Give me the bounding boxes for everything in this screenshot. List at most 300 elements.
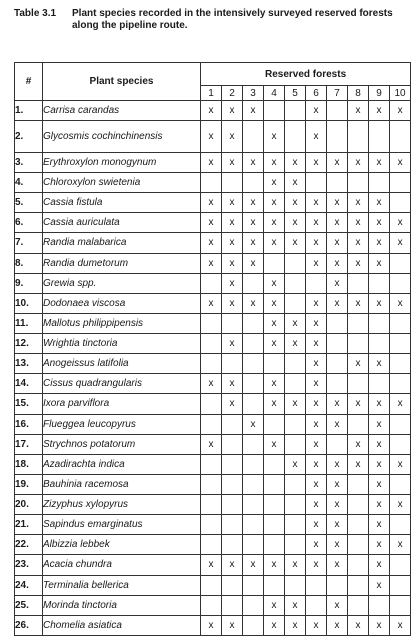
presence-cell	[243, 535, 264, 555]
presence-cell: x	[264, 293, 285, 313]
presence-cell: x	[369, 293, 390, 313]
presence-cell: x	[390, 152, 411, 172]
presence-cell	[201, 595, 222, 615]
presence-cell: x	[369, 101, 390, 121]
presence-cell: x	[243, 253, 264, 273]
presence-cell	[390, 414, 411, 434]
presence-cell	[369, 173, 390, 193]
presence-cell	[201, 334, 222, 354]
presence-cell: x	[390, 495, 411, 515]
row-number: 12.	[15, 334, 43, 354]
presence-cell: x	[285, 313, 306, 333]
presence-cell	[306, 173, 327, 193]
presence-cell: x	[390, 394, 411, 414]
presence-cell	[390, 555, 411, 575]
presence-cell: x	[306, 434, 327, 454]
row-number: 11.	[15, 313, 43, 333]
species-name: Morinda tinctoria	[43, 595, 201, 615]
presence-cell	[222, 595, 243, 615]
presence-cell: x	[306, 394, 327, 414]
presence-cell: x	[390, 233, 411, 253]
table-row	[15, 101, 411, 121]
presence-cell: x	[390, 615, 411, 635]
forest-number-header: 8	[348, 86, 369, 101]
presence-cell	[264, 515, 285, 535]
presence-cell: x	[222, 213, 243, 233]
presence-cell	[348, 535, 369, 555]
presence-cell: x	[243, 213, 264, 233]
presence-cell	[348, 495, 369, 515]
presence-cell	[264, 535, 285, 555]
presence-cell	[369, 121, 390, 153]
presence-cell	[201, 495, 222, 515]
species-name: Cissus quadrangularis	[43, 374, 201, 394]
presence-cell: x	[285, 334, 306, 354]
presence-cell	[285, 354, 306, 374]
presence-cell: x	[285, 233, 306, 253]
row-number: 23.	[15, 555, 43, 575]
presence-cell	[390, 595, 411, 615]
presence-cell	[285, 293, 306, 313]
table-row	[15, 173, 411, 193]
presence-cell: x	[285, 615, 306, 635]
presence-cell: x	[306, 454, 327, 474]
row-number: 24.	[15, 575, 43, 595]
presence-cell: x	[369, 515, 390, 535]
table-row	[15, 121, 411, 153]
presence-cell: x	[369, 434, 390, 454]
presence-cell	[390, 273, 411, 293]
presence-cell: x	[264, 555, 285, 575]
presence-cell	[348, 474, 369, 494]
species-name: Wrightia tinctoria	[43, 334, 201, 354]
presence-cell: x	[369, 454, 390, 474]
presence-cell: x	[327, 454, 348, 474]
presence-cell: x	[201, 555, 222, 575]
presence-cell	[327, 354, 348, 374]
presence-cell: x	[264, 394, 285, 414]
presence-cell: x	[243, 293, 264, 313]
presence-cell	[369, 334, 390, 354]
table-row	[15, 213, 411, 233]
presence-cell: x	[306, 193, 327, 213]
row-number: 8.	[15, 253, 43, 273]
presence-cell: x	[348, 354, 369, 374]
presence-cell	[222, 575, 243, 595]
presence-cell	[285, 414, 306, 434]
presence-cell	[201, 394, 222, 414]
presence-cell: x	[306, 101, 327, 121]
presence-cell	[285, 575, 306, 595]
presence-cell: x	[306, 293, 327, 313]
presence-cell	[327, 313, 348, 333]
presence-cell: x	[306, 121, 327, 153]
presence-cell: x	[306, 354, 327, 374]
presence-cell: x	[222, 293, 243, 313]
presence-cell: x	[306, 515, 327, 535]
table-row	[15, 495, 411, 515]
presence-cell: x	[222, 233, 243, 253]
presence-cell: x	[201, 615, 222, 635]
presence-cell	[264, 454, 285, 474]
table-row	[15, 555, 411, 575]
table-row	[15, 374, 411, 394]
presence-cell	[390, 374, 411, 394]
presence-cell	[285, 474, 306, 494]
presence-cell	[327, 101, 348, 121]
table-row	[15, 414, 411, 434]
presence-cell: x	[306, 535, 327, 555]
presence-cell: x	[327, 615, 348, 635]
forest-number-header: 4	[264, 86, 285, 101]
presence-cell	[390, 434, 411, 454]
presence-cell	[243, 273, 264, 293]
presence-cell	[369, 313, 390, 333]
presence-cell: x	[327, 253, 348, 273]
presence-cell	[201, 535, 222, 555]
presence-cell: x	[243, 414, 264, 434]
presence-cell: x	[348, 233, 369, 253]
presence-cell: x	[348, 213, 369, 233]
species-name: Chloroxylon swietenia	[43, 173, 201, 193]
caption-text: Plant species recorded in the intensively surveyed reserved forests along the pipeline route.	[72, 8, 393, 31]
presence-cell: x	[327, 515, 348, 535]
presence-cell	[390, 334, 411, 354]
forest-number-header: 2	[222, 86, 243, 101]
presence-cell	[285, 101, 306, 121]
row-number: 19.	[15, 474, 43, 494]
header-row	[15, 63, 411, 86]
presence-cell	[243, 374, 264, 394]
presence-cell: x	[243, 101, 264, 121]
presence-cell: x	[306, 555, 327, 575]
presence-cell	[285, 434, 306, 454]
presence-cell: x	[201, 293, 222, 313]
presence-cell	[222, 454, 243, 474]
presence-cell: x	[306, 474, 327, 494]
presence-cell	[243, 354, 264, 374]
caption-number: Table 3.1	[14, 8, 57, 19]
presence-cell: x	[222, 253, 243, 273]
presence-cell: x	[264, 595, 285, 615]
species-name: Terminalia bellerica	[43, 575, 201, 595]
presence-cell: x	[201, 253, 222, 273]
presence-cell	[285, 374, 306, 394]
presence-cell	[348, 374, 369, 394]
presence-cell: x	[306, 213, 327, 233]
presence-cell: x	[264, 173, 285, 193]
presence-cell	[327, 334, 348, 354]
species-name: Grewia spp.	[43, 273, 201, 293]
row-number: 3.	[15, 152, 43, 172]
presence-cell	[201, 474, 222, 494]
presence-cell	[243, 615, 264, 635]
presence-cell	[348, 555, 369, 575]
table-row	[15, 474, 411, 494]
species-name: Glycosmis cochinchinensis	[43, 121, 201, 153]
presence-cell: x	[327, 213, 348, 233]
presence-cell: x	[390, 535, 411, 555]
species-name: Albizzia lebbek	[43, 535, 201, 555]
presence-cell: x	[369, 354, 390, 374]
presence-cell: x	[348, 454, 369, 474]
presence-cell	[327, 434, 348, 454]
table-row	[15, 434, 411, 454]
row-number: 4.	[15, 173, 43, 193]
presence-cell: x	[327, 394, 348, 414]
presence-cell	[201, 515, 222, 535]
row-number: 26.	[15, 615, 43, 635]
table-body	[15, 101, 411, 636]
presence-cell: x	[306, 233, 327, 253]
presence-cell	[264, 575, 285, 595]
presence-cell: x	[243, 193, 264, 213]
presence-cell: x	[222, 374, 243, 394]
presence-cell	[243, 313, 264, 333]
table-row	[15, 293, 411, 313]
presence-cell	[264, 495, 285, 515]
row-number: 18.	[15, 454, 43, 474]
row-number: 2.	[15, 121, 43, 153]
forests-header: Reserved forests	[201, 63, 411, 86]
presence-cell	[285, 535, 306, 555]
table-row	[15, 233, 411, 253]
presence-cell: x	[201, 121, 222, 153]
table-row	[15, 515, 411, 535]
presence-cell	[327, 121, 348, 153]
presence-cell	[348, 121, 369, 153]
presence-cell: x	[327, 152, 348, 172]
presence-cell	[264, 253, 285, 273]
presence-cell	[243, 575, 264, 595]
presence-cell: x	[306, 374, 327, 394]
presence-cell: x	[306, 253, 327, 273]
presence-cell	[222, 173, 243, 193]
index-header: #	[15, 63, 43, 101]
presence-cell	[369, 374, 390, 394]
presence-cell: x	[222, 273, 243, 293]
forest-number-header: 9	[369, 86, 390, 101]
species-name: Cassia fistula	[43, 193, 201, 213]
species-name: Flueggea leucopyrus	[43, 414, 201, 434]
presence-cell	[390, 121, 411, 153]
presence-cell	[348, 515, 369, 535]
presence-cell: x	[264, 152, 285, 172]
presence-cell: x	[369, 555, 390, 575]
row-number: 6.	[15, 213, 43, 233]
presence-cell	[201, 173, 222, 193]
presence-cell	[390, 354, 411, 374]
presence-cell	[390, 313, 411, 333]
species-header: Plant species	[43, 63, 201, 101]
presence-cell: x	[264, 334, 285, 354]
presence-cell	[348, 595, 369, 615]
presence-cell: x	[264, 313, 285, 333]
presence-cell	[306, 273, 327, 293]
presence-cell: x	[306, 313, 327, 333]
presence-cell	[222, 535, 243, 555]
presence-cell: x	[201, 193, 222, 213]
presence-cell: x	[264, 233, 285, 253]
presence-cell: x	[264, 434, 285, 454]
forest-number-header: 3	[243, 86, 264, 101]
presence-cell: x	[327, 555, 348, 575]
presence-cell: x	[285, 193, 306, 213]
row-number: 9.	[15, 273, 43, 293]
table-row	[15, 535, 411, 555]
presence-cell: x	[327, 535, 348, 555]
presence-cell: x	[390, 293, 411, 313]
presence-cell: x	[201, 233, 222, 253]
presence-cell	[348, 313, 369, 333]
presence-cell: x	[348, 193, 369, 213]
species-name: Azadirachta indica	[43, 454, 201, 474]
presence-cell: x	[327, 495, 348, 515]
presence-cell	[201, 575, 222, 595]
presence-cell: x	[369, 394, 390, 414]
presence-cell: x	[369, 495, 390, 515]
presence-cell: x	[306, 152, 327, 172]
forest-number-header: 7	[327, 86, 348, 101]
row-number: 15.	[15, 394, 43, 414]
row-number: 1.	[15, 101, 43, 121]
presence-cell	[348, 273, 369, 293]
presence-cell: x	[222, 193, 243, 213]
presence-cell	[222, 474, 243, 494]
presence-cell: x	[369, 474, 390, 494]
presence-cell: x	[285, 173, 306, 193]
presence-cell: x	[285, 394, 306, 414]
species-name: Randia malabarica	[43, 233, 201, 253]
row-number: 7.	[15, 233, 43, 253]
table-row	[15, 313, 411, 333]
presence-cell: x	[201, 434, 222, 454]
forest-number-header: 6	[306, 86, 327, 101]
presence-cell	[348, 173, 369, 193]
row-number: 25.	[15, 595, 43, 615]
presence-cell	[201, 273, 222, 293]
presence-cell	[222, 313, 243, 333]
table-row	[15, 575, 411, 595]
presence-cell	[285, 121, 306, 153]
presence-cell	[264, 414, 285, 434]
forest-number-header: 5	[285, 86, 306, 101]
presence-cell	[390, 515, 411, 535]
presence-cell	[201, 414, 222, 434]
presence-cell: x	[348, 293, 369, 313]
presence-cell	[369, 595, 390, 615]
presence-cell	[285, 273, 306, 293]
presence-cell	[243, 454, 264, 474]
presence-cell: x	[369, 152, 390, 172]
presence-cell: x	[306, 334, 327, 354]
table-row	[15, 595, 411, 615]
row-number: 17.	[15, 434, 43, 454]
presence-cell	[285, 515, 306, 535]
species-name: Sapindus emarginatus	[43, 515, 201, 535]
presence-cell: x	[327, 273, 348, 293]
table-row	[15, 253, 411, 273]
presence-cell: x	[285, 152, 306, 172]
presence-cell: x	[369, 213, 390, 233]
presence-cell: x	[201, 101, 222, 121]
presence-cell: x	[201, 213, 222, 233]
species-name: Mallotus philippipensis	[43, 313, 201, 333]
table-row	[15, 193, 411, 213]
presence-cell: x	[348, 253, 369, 273]
presence-cell	[222, 414, 243, 434]
presence-cell: x	[243, 233, 264, 253]
presence-cell	[243, 515, 264, 535]
presence-cell: x	[369, 253, 390, 273]
presence-cell	[390, 474, 411, 494]
presence-cell	[243, 334, 264, 354]
presence-cell	[390, 575, 411, 595]
presence-cell: x	[243, 152, 264, 172]
presence-cell: x	[369, 414, 390, 434]
presence-cell: x	[264, 121, 285, 153]
presence-cell	[222, 515, 243, 535]
presence-cell	[327, 575, 348, 595]
row-number: 16.	[15, 414, 43, 434]
presence-cell: x	[369, 615, 390, 635]
species-name: Erythroxylon monogynum	[43, 152, 201, 172]
presence-cell	[327, 374, 348, 394]
presence-cell: x	[327, 193, 348, 213]
presence-cell: x	[348, 101, 369, 121]
species-name: Cassia auriculata	[43, 213, 201, 233]
presence-cell: x	[285, 595, 306, 615]
presence-cell	[390, 253, 411, 273]
species-name: Strychnos potatorum	[43, 434, 201, 454]
presence-cell	[264, 474, 285, 494]
presence-cell: x	[222, 101, 243, 121]
presence-cell	[327, 173, 348, 193]
presence-cell: x	[264, 615, 285, 635]
forest-number-header: 1	[201, 86, 222, 101]
presence-cell: x	[390, 213, 411, 233]
row-number: 22.	[15, 535, 43, 555]
presence-cell	[243, 434, 264, 454]
presence-cell	[369, 273, 390, 293]
presence-cell: x	[285, 454, 306, 474]
presence-cell: x	[264, 374, 285, 394]
presence-cell: x	[348, 434, 369, 454]
presence-cell: x	[222, 394, 243, 414]
forest-number-header: 10	[390, 86, 411, 101]
presence-cell: x	[306, 615, 327, 635]
presence-cell	[348, 414, 369, 434]
row-number: 5.	[15, 193, 43, 213]
species-table	[14, 62, 411, 636]
species-name: Carrisa carandas	[43, 101, 201, 121]
presence-cell: x	[222, 152, 243, 172]
row-number: 14.	[15, 374, 43, 394]
presence-cell	[222, 434, 243, 454]
presence-cell: x	[243, 555, 264, 575]
presence-cell: x	[369, 535, 390, 555]
presence-cell	[243, 495, 264, 515]
table-row	[15, 152, 411, 172]
species-name: Randia dumetorum	[43, 253, 201, 273]
presence-cell: x	[390, 454, 411, 474]
species-name: Zizyphus xylopyrus	[43, 495, 201, 515]
presence-cell: x	[348, 394, 369, 414]
presence-cell	[243, 474, 264, 494]
row-number: 20.	[15, 495, 43, 515]
presence-cell: x	[285, 555, 306, 575]
presence-cell: x	[306, 495, 327, 515]
